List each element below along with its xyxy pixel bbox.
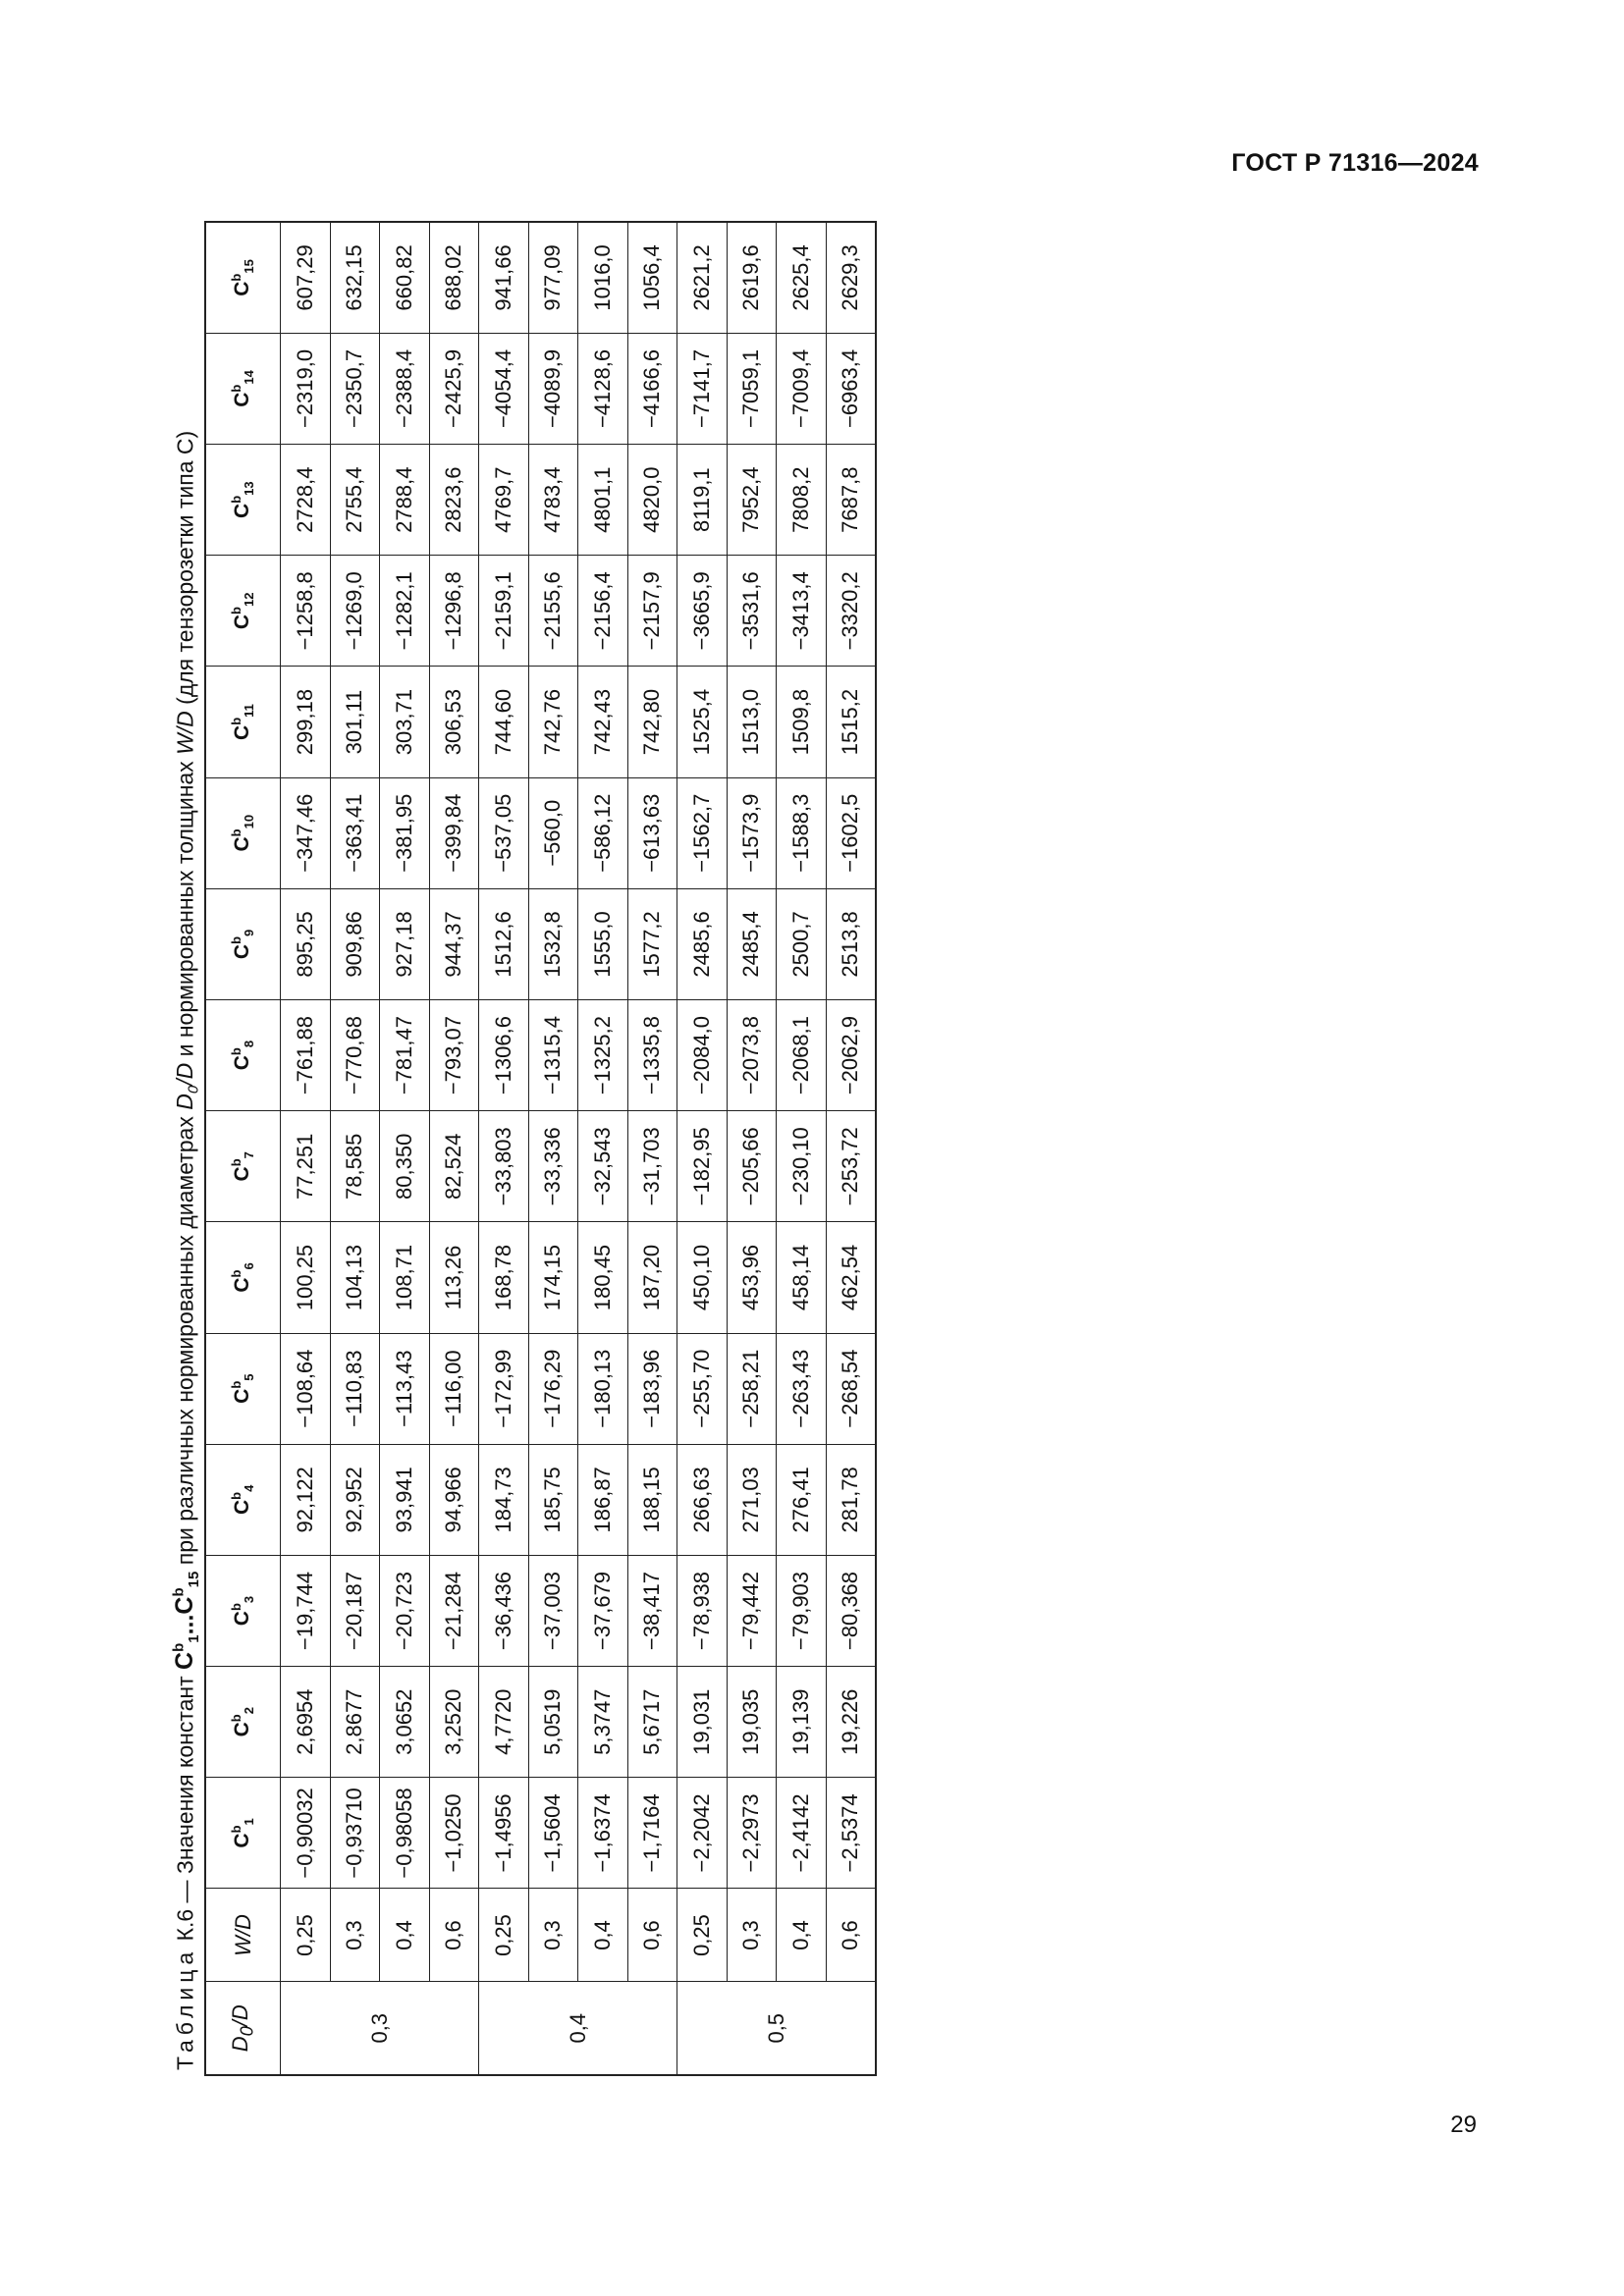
cell-value-c7: −33,336 [528, 1111, 578, 1222]
cell-value-c7: −31,703 [627, 1111, 677, 1222]
cell-value-c11: 303,71 [380, 667, 430, 777]
cell-value-c1: −1,5604 [528, 1778, 578, 1889]
caption-ellipsis: ... [171, 1614, 199, 1635]
cell-value-c9: 1555,0 [578, 888, 628, 999]
cell-value-c13: 7808,2 [777, 445, 827, 556]
cell-value-c13: 4783,4 [528, 445, 578, 556]
cell-value-c10: −1562,7 [677, 777, 728, 888]
cell-value-c4: 186,87 [578, 1444, 628, 1555]
cell-value-c9: 895,25 [281, 888, 331, 999]
table-row [380, 222, 430, 2075]
caption-symbol-to: $C^b_{15}$ [171, 1571, 203, 1615]
cell-value-c9: 2500,7 [777, 888, 827, 999]
cell-value-c10: −1588,3 [777, 777, 827, 888]
cell-value-c3: −21,284 [429, 1555, 479, 1666]
cell-value-c15: 2621,2 [677, 222, 728, 333]
cell-value-c11: 299,18 [281, 667, 331, 777]
cell-wd: 0,3 [528, 1889, 578, 1982]
caption-text-mid: при различных нормированных диаметрах [172, 1116, 198, 1566]
cell-value-c3: −37,003 [528, 1555, 578, 1666]
cell-value-c11: 742,43 [578, 667, 628, 777]
header-constant-c13: $C^b_{13}$ [205, 445, 281, 556]
cell-value-c2: 3,2520 [429, 1667, 479, 1778]
cell-value-c5: −183,96 [627, 1333, 677, 1444]
cell-value-c9: 1512,6 [479, 888, 529, 999]
cell-value-c14: −4054,4 [479, 333, 529, 444]
table-row [727, 222, 777, 2075]
cell-value-c5: −113,43 [380, 1333, 430, 1444]
cell-value-c6: 450,10 [677, 1222, 728, 1333]
cell-value-c10: −1602,5 [826, 777, 876, 888]
cell-value-c8: −781,47 [380, 1000, 430, 1111]
cell-value-c11: 1509,8 [777, 667, 827, 777]
header-constant-c14: $C^b_{14}$ [205, 333, 281, 444]
cell-value-c11: 742,76 [528, 667, 578, 777]
cell-value-c15: 2629,3 [826, 222, 876, 333]
cell-value-c4: 93,941 [380, 1444, 430, 1555]
cell-value-c5: −176,29 [528, 1333, 578, 1444]
cell-value-c8: −2068,1 [777, 1000, 827, 1111]
cell-wd: 0,6 [826, 1889, 876, 1982]
table-row [826, 222, 876, 2075]
cell-value-c7: 82,524 [429, 1111, 479, 1222]
cell-value-c8: −1335,8 [627, 1000, 677, 1111]
cell-value-c13: 4769,7 [479, 445, 529, 556]
cell-value-c14: −4089,9 [528, 333, 578, 444]
cell-value-c15: 1056,4 [627, 222, 677, 333]
cell-wd: 0,3 [727, 1889, 777, 1982]
cell-value-c8: −1315,4 [528, 1000, 578, 1111]
cell-value-c5: −116,00 [429, 1333, 479, 1444]
header-constant-c8: $C^b_8$ [205, 1000, 281, 1111]
cell-value-c11: 1515,2 [826, 667, 876, 777]
cell-value-c2: 19,035 [727, 1667, 777, 1778]
cell-value-c8: −2062,9 [826, 1000, 876, 1111]
cell-wd: 0,6 [627, 1889, 677, 1982]
document-code: ГОСТ Р 71316—2024 [1231, 149, 1479, 177]
table-row [528, 222, 578, 2075]
cell-value-c5: −110,83 [330, 1333, 380, 1444]
caption-dash: — [172, 1880, 198, 1903]
cell-value-c6: 113,26 [429, 1222, 479, 1333]
header-constant-c15: $C^b_{15}$ [205, 222, 281, 333]
header-constant-c12: $C^b_{12}$ [205, 556, 281, 667]
header-constant-c5: $C^b_5$ [205, 1333, 281, 1444]
cell-value-c5: −180,13 [578, 1333, 628, 1444]
cell-wd: 0,4 [578, 1889, 628, 1982]
table-row [429, 222, 479, 2075]
cell-value-c8: −2084,0 [677, 1000, 728, 1111]
cell-value-c12: −1282,1 [380, 556, 430, 667]
table-header-row [205, 222, 281, 2075]
cell-value-c2: 5,6717 [627, 1667, 677, 1778]
rotated-table-block [162, 211, 879, 2076]
cell-value-c4: 188,15 [627, 1444, 677, 1555]
table-row [281, 222, 331, 2075]
cell-value-c3: −36,436 [479, 1555, 529, 1666]
cell-value-c1: −0,93710 [330, 1778, 380, 1889]
cell-value-c13: 4801,1 [578, 445, 628, 556]
cell-value-c4: 92,952 [330, 1444, 380, 1555]
cell-value-c13: 2788,4 [380, 445, 430, 556]
caption-text-after: (для тензорозетки типа С) [172, 430, 198, 705]
header-constant-c4: $C^b_4$ [205, 1444, 281, 1555]
cell-value-c15: 1016,0 [578, 222, 628, 333]
cell-value-c15: 607,29 [281, 222, 331, 333]
cell-value-c6: 108,71 [380, 1222, 430, 1333]
cell-value-c1: −1,0250 [429, 1778, 479, 1889]
cell-value-c8: −1325,2 [578, 1000, 628, 1111]
cell-value-c3: −19,744 [281, 1555, 331, 1666]
caption-text-before: Значения констант [172, 1676, 198, 1875]
cell-value-c5: −268,54 [826, 1333, 876, 1444]
header-d0d: $D_0/D$ [205, 1982, 281, 2075]
cell-value-c4: 281,78 [826, 1444, 876, 1555]
cell-value-c1: −1,7164 [627, 1778, 677, 1889]
cell-value-c12: −3413,4 [777, 556, 827, 667]
header-constant-c11: $C^b_{11}$ [205, 667, 281, 777]
table-row [479, 222, 529, 2075]
cell-value-c7: −230,10 [777, 1111, 827, 1222]
cell-value-c11: 306,53 [429, 667, 479, 777]
cell-value-c14: −6963,4 [826, 333, 876, 444]
cell-value-c13: 7952,4 [727, 445, 777, 556]
cell-value-c7: −33,803 [479, 1111, 529, 1222]
cell-value-c14: −2319,0 [281, 333, 331, 444]
header-constant-c1: $C^b_1$ [205, 1778, 281, 1889]
header-constant-c7: $C^b_7$ [205, 1111, 281, 1222]
caption-w-ratio: W/D [172, 711, 198, 755]
cell-value-c8: −1306,6 [479, 1000, 529, 1111]
cell-value-c12: −2157,9 [627, 556, 677, 667]
table-row [578, 222, 628, 2075]
cell-value-c7: 80,350 [380, 1111, 430, 1222]
cell-value-c1: −2,2042 [677, 1778, 728, 1889]
cell-value-c8: −793,07 [429, 1000, 479, 1111]
cell-value-c10: −399,84 [429, 777, 479, 888]
cell-value-c14: −4166,6 [627, 333, 677, 444]
cell-value-c14: −4128,6 [578, 333, 628, 444]
cell-wd: 0,25 [479, 1889, 529, 1982]
cell-value-c3: −20,187 [330, 1555, 380, 1666]
cell-value-c1: −1,4956 [479, 1778, 529, 1889]
cell-value-c3: −38,417 [627, 1555, 677, 1666]
cell-value-c2: 2,8677 [330, 1667, 380, 1778]
cell-value-c7: 77,251 [281, 1111, 331, 1222]
table-row [330, 222, 380, 2075]
cell-value-c3: −80,368 [826, 1555, 876, 1666]
cell-value-c5: −108,64 [281, 1333, 331, 1444]
cell-value-c6: 104,13 [330, 1222, 380, 1333]
cell-value-c12: −1296,8 [429, 556, 479, 667]
cell-value-c13: 7687,8 [826, 445, 876, 556]
header-constant-c3: $C^b_3$ [205, 1555, 281, 1666]
cell-value-c13: 4820,0 [627, 445, 677, 556]
cell-value-c9: 909,86 [330, 888, 380, 999]
cell-value-c9: 2485,6 [677, 888, 728, 999]
cell-value-c1: −2,2973 [727, 1778, 777, 1889]
cell-value-c2: 4,7720 [479, 1667, 529, 1778]
cell-value-c9: 927,18 [380, 888, 430, 999]
cell-value-c13: 2823,6 [429, 445, 479, 556]
constants-table [204, 221, 877, 2076]
cell-value-c9: 2513,8 [826, 888, 876, 999]
cell-value-c1: −1,6374 [578, 1778, 628, 1889]
cell-value-c3: −78,938 [677, 1555, 728, 1666]
cell-value-c12: −3320,2 [826, 556, 876, 667]
cell-value-c8: −2073,8 [727, 1000, 777, 1111]
cell-value-c9: 1532,8 [528, 888, 578, 999]
cell-value-c11: 1513,0 [727, 667, 777, 777]
cell-value-c10: −1573,9 [727, 777, 777, 888]
cell-value-c6: 168,78 [479, 1222, 529, 1333]
cell-value-c12: −2159,1 [479, 556, 529, 667]
cell-value-c10: −381,95 [380, 777, 430, 888]
cell-value-c6: 187,20 [627, 1222, 677, 1333]
cell-value-c3: −79,442 [727, 1555, 777, 1666]
cell-value-c5: −263,43 [777, 1333, 827, 1444]
cell-value-c12: −3665,9 [677, 556, 728, 667]
cell-value-c7: −253,72 [826, 1111, 876, 1222]
cell-value-c5: −172,99 [479, 1333, 529, 1444]
cell-value-c14: −2388,4 [380, 333, 430, 444]
cell-value-c12: −1269,0 [330, 556, 380, 667]
cell-wd: 0,4 [380, 1889, 430, 1982]
cell-value-c2: 3,0652 [380, 1667, 430, 1778]
header-constant-c2: $C^b_2$ [205, 1667, 281, 1778]
header-constant-c6: $C^b_6$ [205, 1222, 281, 1333]
header-wd: W/D [205, 1889, 281, 1982]
header-constant-c10: $C^b_{10}$ [205, 777, 281, 888]
cell-value-c10: −613,63 [627, 777, 677, 888]
cell-value-c5: −258,21 [727, 1333, 777, 1444]
cell-value-c11: 1525,4 [677, 667, 728, 777]
cell-value-c14: −7059,1 [727, 333, 777, 444]
cell-d0d-group: 0,3 [281, 1982, 479, 2075]
cell-value-c4: 266,63 [677, 1444, 728, 1555]
cell-value-c10: −537,05 [479, 777, 529, 888]
caption-symbol-from: $C^b_1$ [171, 1634, 203, 1670]
cell-value-c9: 944,37 [429, 888, 479, 999]
cell-value-c6: 462,54 [826, 1222, 876, 1333]
cell-value-c2: 19,139 [777, 1667, 827, 1778]
cell-value-c10: −560,0 [528, 777, 578, 888]
cell-value-c10: −586,12 [578, 777, 628, 888]
cell-wd: 0,6 [429, 1889, 479, 1982]
cell-value-c3: −37,679 [578, 1555, 628, 1666]
cell-value-c15: 977,09 [528, 222, 578, 333]
table-row [777, 222, 827, 2075]
cell-value-c2: 19,031 [677, 1667, 728, 1778]
cell-value-c7: −182,95 [677, 1111, 728, 1222]
table-caption [162, 211, 204, 2076]
cell-value-c11: 301,11 [330, 667, 380, 777]
cell-value-c15: 632,15 [330, 222, 380, 333]
cell-wd: 0,25 [677, 1889, 728, 1982]
cell-value-c6: 100,25 [281, 1222, 331, 1333]
cell-value-c2: 5,0519 [528, 1667, 578, 1778]
cell-value-c4: 94,966 [429, 1444, 479, 1555]
caption-number: К.6 [172, 1908, 198, 1942]
cell-value-c5: −255,70 [677, 1333, 728, 1444]
table-row [627, 222, 677, 2075]
cell-value-c6: 174,15 [528, 1222, 578, 1333]
cell-value-c6: 453,96 [727, 1222, 777, 1333]
cell-value-c12: −2155,6 [528, 556, 578, 667]
cell-d0d-group: 0,4 [479, 1982, 677, 2075]
cell-value-c12: −2156,4 [578, 556, 628, 667]
cell-value-c1: −0,90032 [281, 1778, 331, 1889]
cell-value-c4: 185,75 [528, 1444, 578, 1555]
cell-value-c2: 19,226 [826, 1667, 876, 1778]
cell-value-c4: 276,41 [777, 1444, 827, 1555]
page-number: 29 [1450, 2111, 1477, 2138]
cell-value-c3: −20,723 [380, 1555, 430, 1666]
cell-value-c4: 184,73 [479, 1444, 529, 1555]
cell-value-c15: 2619,6 [727, 222, 777, 333]
cell-value-c8: −770,68 [330, 1000, 380, 1111]
cell-value-c14: −2425,9 [429, 333, 479, 444]
cell-value-c6: 458,14 [777, 1222, 827, 1333]
cell-value-c2: 5,3747 [578, 1667, 628, 1778]
cell-wd: 0,4 [777, 1889, 827, 1982]
cell-wd: 0,3 [330, 1889, 380, 1982]
cell-value-c10: −347,46 [281, 777, 331, 888]
cell-value-c1: −2,4142 [777, 1778, 827, 1889]
cell-value-c12: −3531,6 [727, 556, 777, 667]
cell-value-c6: 180,45 [578, 1222, 628, 1333]
caption-label: Таблица [172, 1947, 198, 2070]
cell-value-c14: −7141,7 [677, 333, 728, 444]
cell-value-c1: −0,98058 [380, 1778, 430, 1889]
cell-wd: 0,25 [281, 1889, 331, 1982]
cell-value-c8: −761,88 [281, 1000, 331, 1111]
caption-d-ratio: $D_0/D$ [172, 1062, 202, 1110]
cell-value-c7: −205,66 [727, 1111, 777, 1222]
cell-value-c7: 78,585 [330, 1111, 380, 1222]
cell-value-c9: 1577,2 [627, 888, 677, 999]
table-body [281, 222, 877, 2075]
cell-value-c3: −79,903 [777, 1555, 827, 1666]
cell-value-c11: 744,60 [479, 667, 529, 777]
cell-value-c9: 2485,4 [727, 888, 777, 999]
cell-value-c13: 2728,4 [281, 445, 331, 556]
cell-value-c11: 742,80 [627, 667, 677, 777]
cell-value-c15: 2625,4 [777, 222, 827, 333]
cell-value-c14: −2350,7 [330, 333, 380, 444]
cell-value-c10: −363,41 [330, 777, 380, 888]
cell-value-c15: 941,66 [479, 222, 529, 333]
cell-value-c15: 660,82 [380, 222, 430, 333]
table-row [677, 222, 728, 2075]
cell-value-c4: 271,03 [727, 1444, 777, 1555]
cell-value-c12: −1258,8 [281, 556, 331, 667]
cell-value-c15: 688,02 [429, 222, 479, 333]
cell-value-c13: 2755,4 [330, 445, 380, 556]
cell-d0d-group: 0,5 [677, 1982, 877, 2075]
cell-value-c13: 8119,1 [677, 445, 728, 556]
cell-value-c7: −32,543 [578, 1111, 628, 1222]
caption-text-and: и нормированных толщинах [172, 761, 198, 1057]
header-constant-c9: $C^b_9$ [205, 888, 281, 999]
cell-value-c4: 92,122 [281, 1444, 331, 1555]
cell-value-c2: 2,6954 [281, 1667, 331, 1778]
cell-value-c14: −7009,4 [777, 333, 827, 444]
cell-value-c1: −2,5374 [826, 1778, 876, 1889]
